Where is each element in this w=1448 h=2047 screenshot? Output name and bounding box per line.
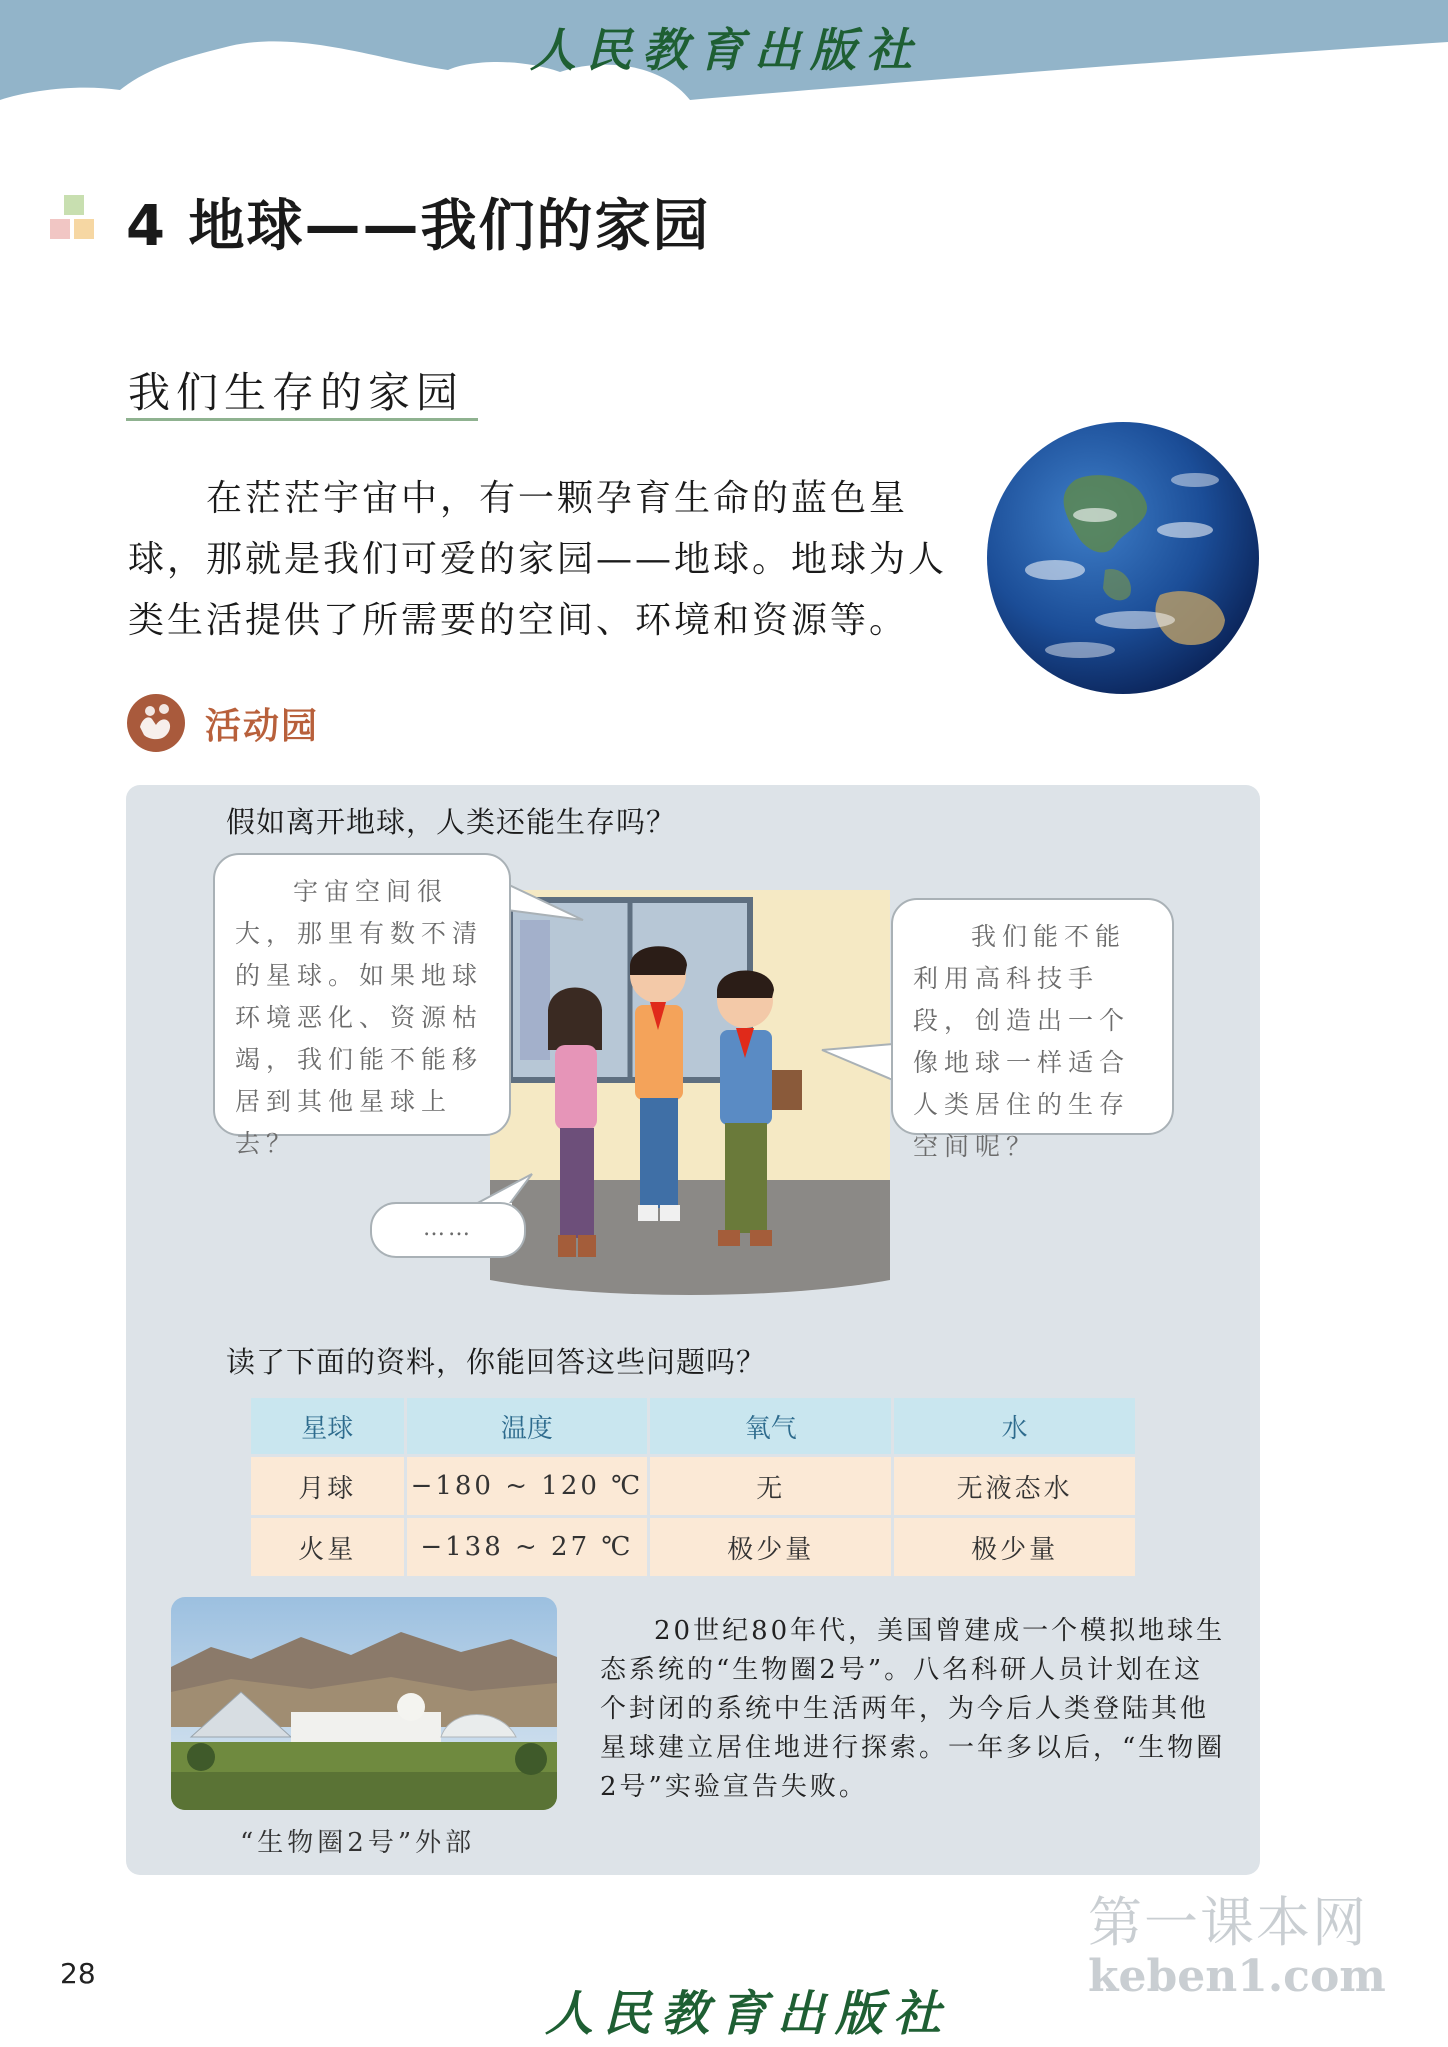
table-header-row [251,1398,1135,1454]
table-cell: 极少量 [650,1518,891,1576]
watermark-en: keben1.com [1088,1951,1386,2002]
activity-hands-icon [126,693,186,753]
speech-bubble-left [213,853,511,1158]
publisher-logo-top: 人民教育出版社 [530,23,922,77]
header-banner [0,0,1448,140]
activity-question-2: 读了下面的资料，你能回答这些问题吗？ [226,1345,767,1379]
table-row [251,1457,1135,1515]
table-cell: −138 ~ 27 ℃ [407,1518,648,1576]
biosphere-text: 20世纪80年代，美国曾建成一个模拟地球生态系统的“生物圈2号”。八名科研人员计划在这个封闭的系统中生活两年，为今后人类登陆其他星球建立居住地进行探索。一年多以后，“生物圈2号”实验宣告失败。 [600,1616,1226,1802]
watermark-cn: 第一课本网 [1088,1891,1368,1954]
watermark [1088,1880,1386,2002]
table-header-cell: 氧气 [650,1398,891,1454]
table-row [251,1518,1135,1576]
activity-question-1: 假如离开地球，人类还能生存吗？ [226,805,677,839]
chapter-marker-icon [50,195,106,243]
bubble-left-text: 宇宙空间很大，那里有数不清的星球。如果地球环境恶化、资源枯竭，我们能不能移居到其他星球上去？ [235,877,484,1158]
section-underline [126,418,478,421]
table-header-cell: 温度 [407,1398,648,1454]
publisher-logo-bottom: 人民教育出版社 [545,1986,952,2042]
bubble-left-tail [505,880,585,930]
section-heading: 我们生存的家园 [128,368,465,417]
bubble-right-tail [820,1040,895,1100]
table-cell: 极少量 [894,1518,1135,1576]
activity-label: 活动园 [205,706,320,747]
chapter-title: 4 地球——我们的家园 [126,194,711,259]
table-cell: 月球 [251,1457,404,1515]
speech-bubble-right [891,898,1174,1161]
biosphere-2-photo [171,1597,557,1810]
bubble-right-text: 我们能不能利用高科技手段，创造出一个像地球一样适合人类居住的生存空间呢？ [913,922,1131,1161]
intro-paragraph [128,468,978,651]
table-cell: 无液态水 [894,1457,1135,1515]
biosphere-info-text [600,1612,1230,1807]
photo-caption: “生物圈2号”外部 [240,1828,476,1858]
intro-text: 在茫茫宇宙中，有一颗孕育生命的蓝色星球，那就是我们可爱的家园——地球。地球为人类生活提供了所需要的空间、环境和资源等。 [128,478,948,641]
table-header-cell: 星球 [251,1398,404,1454]
earth-globe-image [985,420,1261,696]
table-cell: −180 ~ 120 ℃ [407,1457,648,1515]
table-cell: 火星 [251,1518,404,1576]
speech-bubble-small: …… [370,1202,526,1258]
table-cell: 无 [650,1457,891,1515]
table-header-cell: 水 [894,1398,1135,1454]
page-number: 28 [60,1957,96,1990]
planet-comparison-table [248,1395,1138,1579]
